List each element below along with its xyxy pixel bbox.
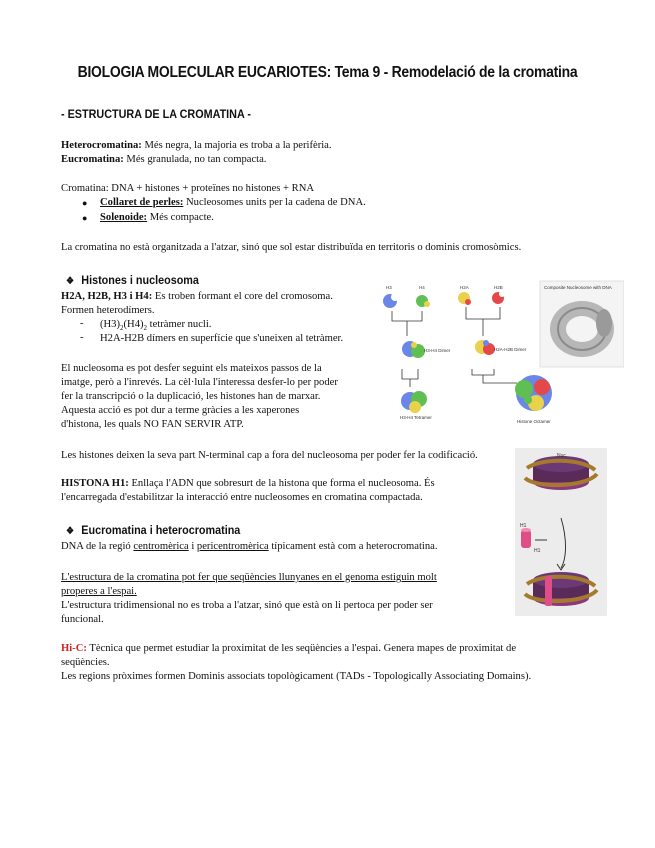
composite-nucleosome xyxy=(550,301,614,357)
eucromatina-term: Eucromatina: xyxy=(61,154,124,165)
histones-core-term: H2A, H2B, H3 i H4: xyxy=(61,291,153,302)
h1-binding-figure xyxy=(515,448,607,616)
dimers-line: H2A-H2B dímers en superfície que s'uneixen al tetràmer. xyxy=(100,333,344,344)
diamond-icon: ❖ xyxy=(66,526,75,537)
h1-line-2: l'encarregada d'estabilitzar la interacció entre nucleosomes en cromatina compactada. xyxy=(61,492,423,503)
eucromatina-text: Més granulada, no tan compacta. xyxy=(123,154,267,165)
section-heading-euchromatin xyxy=(66,523,240,537)
figure-label: H3-H4 Tetramer xyxy=(400,415,432,420)
tads-line: Les regions pròximes formen Dominis associats topològicament (TADs - Topologically Associating Domains). xyxy=(61,671,532,682)
cromatina-line: Cromatina: DNA + histones + proteïnes no histones + RNA xyxy=(61,183,315,194)
figure-label: H2B xyxy=(494,285,503,290)
hic-text: Tècnica que permet estudiar la proximitat de les seqüències a l'espai. Genera mapes de proximitat de xyxy=(86,643,517,654)
nucleosome-para-line: imatge, però a l'inrevés. La cèl·lula l'interessa desfer-lo per poder xyxy=(61,377,338,388)
figure-label: H1 xyxy=(520,523,527,529)
centromeric-post: típicament està com a heterocromatina. xyxy=(268,541,438,552)
histones-core-line xyxy=(61,290,333,304)
tetramer-h3: (H3) xyxy=(100,319,121,330)
heterodimers-line: Formen heterodímers. xyxy=(61,305,155,316)
collaret-text: Nucleosomes units per la cadena de DNA. xyxy=(183,197,366,208)
nucleosome-para-line: Aquesta acció es pot dur a terme gràcies a les xaperones xyxy=(61,405,300,416)
nucleosome-para-line: d'histona, les quals NO FAN SERVIR ATP. xyxy=(61,419,244,430)
territories-line: La cromatina no està organitzada a l'atzar, sinó que sol estar distribuïda en territoris o dominis cromosòmics. xyxy=(61,242,522,253)
histones-heading-text: Histones i nucleosoma xyxy=(81,273,199,287)
heterocromatina-line xyxy=(61,139,332,153)
figure-label: H1 xyxy=(534,548,541,554)
figure-label: Composite Nucleosome with DNA xyxy=(544,285,612,290)
nucleosome-top xyxy=(525,456,597,490)
histones-core-text: Es troben formant el core del cromosoma. xyxy=(152,291,333,302)
heterocromatina-text: Més negra, la majoria es troba a la perifèria. xyxy=(141,140,332,151)
solenoide-text: Més compacte. xyxy=(147,212,214,223)
hic-line xyxy=(61,642,516,656)
centromeric-term: centromèrica xyxy=(133,541,189,552)
centromeric-line xyxy=(61,540,438,554)
section-heading-histones xyxy=(66,273,199,287)
centromeric-mid: i xyxy=(188,541,197,552)
figure-label: H2A-H2B Dimer xyxy=(494,347,527,352)
dash-marker: - xyxy=(80,332,84,343)
centromeric-pre: DNA de la regió xyxy=(61,541,134,552)
tetramer-sub1: 2 xyxy=(120,324,124,333)
heterocromatina-term: Heterocromatina: xyxy=(61,140,142,151)
euchromatin-heading-text: Eucromatina i heterocromatina xyxy=(81,523,241,537)
figure-label: H3-H4 Dimer xyxy=(424,348,451,353)
solenoide-term: Solenoide: xyxy=(100,212,148,223)
dash-marker: - xyxy=(80,318,84,329)
h1-text: Enllaça l'ADN que sobresurt de la histona que forma el nucleosoma. És xyxy=(128,478,435,489)
figure-label: Nuc xyxy=(557,453,566,459)
nucleosome-assembly-figure xyxy=(372,279,624,430)
h1-line xyxy=(61,477,435,491)
bullet-dot: ● xyxy=(82,213,88,223)
structure-line-b: properes a l'espai. xyxy=(61,586,137,597)
hic-line-2: seqüències. xyxy=(61,657,110,668)
tetramer-text: tetràmer nucli. xyxy=(147,319,212,330)
figure-label: Histone Octamer xyxy=(517,419,551,424)
nterminal-line: Les histones deixen la seva part N-terminal cap a fora del nucleosoma per poder fer la codificació. xyxy=(61,450,478,461)
tridimensional-line-b: funcional. xyxy=(61,614,104,625)
collaret-term: Collaret de perles: xyxy=(100,197,184,208)
hic-term: Hi-C: xyxy=(61,643,87,654)
figure-label: H3 xyxy=(386,285,392,290)
tridimensional-line-a: L'estructura tridimensional no es troba a l'atzar, sinó que està on li pertoca per poder ser xyxy=(61,600,433,611)
h1-protein xyxy=(521,528,531,548)
pericentromeric-term: pericentromèrica xyxy=(196,541,269,552)
h1-term: HISTONA H1: xyxy=(61,478,129,489)
bullet-dot: ● xyxy=(82,198,88,208)
figure-label: H4 xyxy=(419,285,425,290)
bullet-collaret xyxy=(100,196,366,210)
eucromatina-line xyxy=(61,153,266,167)
nucleosome-bottom xyxy=(525,572,597,606)
tetramer-sub2: 2 xyxy=(143,324,148,333)
structure-line-a: L'estructura de la cromatina pot fer que seqüències llunyanes en el genoma estiguin molt xyxy=(61,572,437,583)
nucleosome-para-line: fer la transcripció o la duplicació, les histones han de marxar. xyxy=(61,391,321,402)
section-heading-structure: - ESTRUCTURA DE LA CROMATINA - xyxy=(61,107,251,121)
bullet-solenoide xyxy=(100,211,214,225)
tetramer-h4: (H4) xyxy=(123,319,144,330)
page-title: BIOLOGIA MOLECULAR EUCARIOTES: Tema 9 - Remodelació de la cromatina xyxy=(77,64,578,81)
diamond-icon: ❖ xyxy=(66,276,75,287)
figure-label: H2A xyxy=(460,285,469,290)
nucleosome-para-line: El nucleosoma es pot desfer seguint els mateixos passos de la xyxy=(61,363,322,374)
